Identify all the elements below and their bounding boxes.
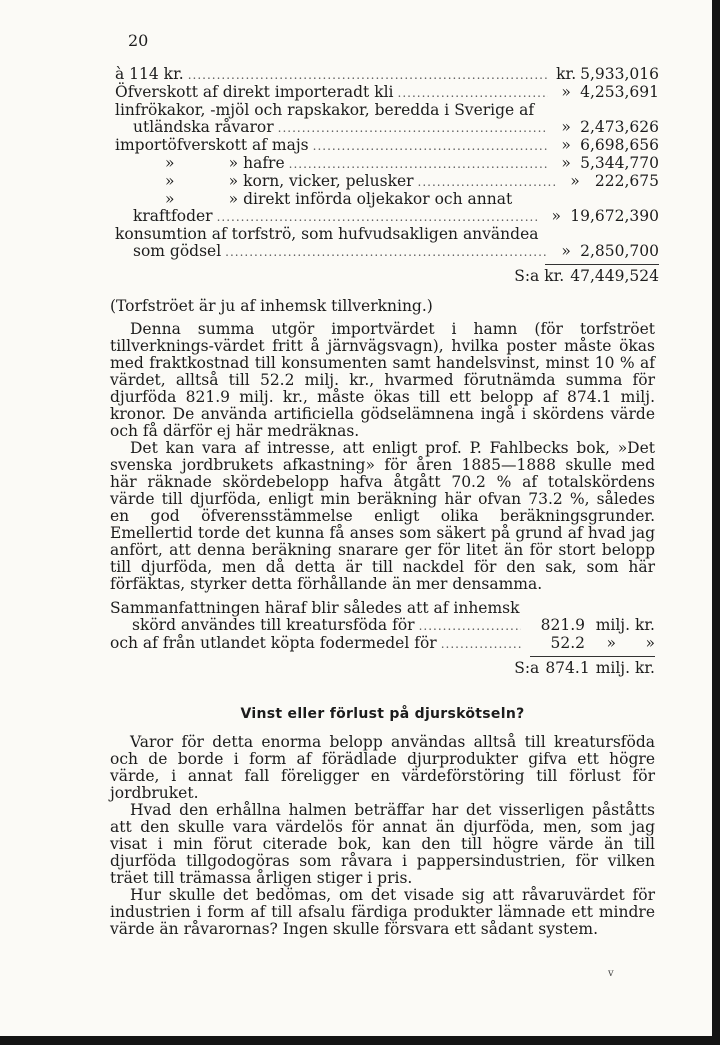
ledger-label: linfrökakor, -mjöl och rapskakor, beredda i Sverige af bbox=[115, 101, 535, 119]
ledger-row bbox=[115, 208, 659, 226]
paragraph: Det kan vara af intresse, att enligt prof. P. Fahlbecks bok, »Det svenska jordbrukets afkastning» för åren 1885—1888 skulle med här räknade skördebelopp hafva åtgått 70.2 % af totalskördens värde till djurföda, enligt min beräkning här ofvan 73.2 %, således en god öfverensstämmelse enligt olika beräkningsgrunder. Emellertid torde det kunna få anses som säkert på grund af hvad jag anfört, att denna beräkning snarare ger för litet än för stort belopp till djurföda, men då detta är till nackdel för den sak, som här förfäktas, styrker detta förhållande än mer densamma. bbox=[110, 439, 655, 593]
ledger-amount: 2,850,700 bbox=[580, 242, 659, 260]
summary-row bbox=[110, 617, 655, 635]
body-text-upper bbox=[110, 298, 655, 593]
ledger-mark: » bbox=[570, 172, 580, 190]
ledger-row bbox=[115, 173, 659, 191]
leader-dots bbox=[188, 67, 548, 84]
leader-dots bbox=[225, 244, 548, 261]
leader-dots bbox=[398, 85, 549, 102]
ledger-row bbox=[115, 66, 659, 84]
summary-label: skörd användes till kreatursföda för bbox=[132, 616, 415, 634]
ledger-mark: kr. bbox=[556, 65, 577, 83]
ledger-label: konsumtion af torfströ, som hufvudsakligen användea bbox=[115, 225, 539, 243]
ledger-row bbox=[115, 226, 659, 243]
ledger-total-amount: 47,449,524 bbox=[570, 267, 659, 285]
printer-mark: v bbox=[608, 968, 614, 979]
paragraph: Hur skulle det bedömas, om det visade sig att råvaruvärdet för industrien i form af till afsalu färdiga produkter lämnade ett mindre värde än råvarornas? Ingen skulle försvara ett sådant system. bbox=[110, 886, 655, 938]
ledger-label: kraftfoder bbox=[133, 207, 213, 225]
summary-block bbox=[110, 600, 655, 677]
paragraph: (Torfströet är ju af inhemsk tillverkning.) bbox=[110, 297, 433, 315]
ledger-total bbox=[514, 264, 659, 285]
scan-edge-right bbox=[712, 0, 720, 1045]
summary-unit: milj. kr. bbox=[595, 616, 655, 634]
leader-dots bbox=[418, 174, 557, 191]
ledger-amount: 222,675 bbox=[594, 172, 659, 190]
ledger-row bbox=[115, 84, 659, 102]
ledger-label: » » hafre bbox=[165, 154, 285, 172]
paragraph: Varor för detta enorma belopp användas alltså till kreatursföda och de borde i form af förädlade djurprodukter gifva ett högre värde, i annat fall föreligger en värdeförstöring till förlust för jordbruket. bbox=[110, 733, 655, 802]
ledger-amount: 2,473,626 bbox=[580, 118, 659, 136]
leader-dots bbox=[278, 120, 548, 137]
ledger-mark: » bbox=[561, 154, 571, 172]
ledger-label: som gödsel bbox=[133, 242, 222, 260]
summary-amount: 52.2 bbox=[550, 634, 585, 652]
ledger-label: importöfverskott af majs bbox=[115, 136, 309, 154]
paragraph: Denna summa utgör importvärdet i hamn (för torfströet tillverknings-värdet fritt å järnvägsvagn), hvilka poster måste ökas med fraktkostnad till konsumenten samt handelsvinst, minst 10 % af värdet, alltså till 52.2 milj. kr., hvarmed förutnämda summa för djurföda 821.9 milj. kr., måste ökas till ett belopp af 874.1 milj. kronor. De använda artificiella gödselämnena ingå i skördens värde och få därför ej här medräknas. bbox=[110, 320, 655, 440]
ledger-mark: » bbox=[561, 118, 571, 136]
ledger-amount: 5,933,016 bbox=[580, 65, 659, 83]
ledger-mark: » bbox=[561, 136, 571, 154]
ledger-amount: 4,253,691 bbox=[580, 83, 659, 101]
ledger-total-label: S:a kr. bbox=[514, 267, 565, 285]
ledger-amount: 5,344,770 bbox=[580, 154, 659, 172]
ledger-row bbox=[115, 155, 659, 173]
summary-label: och af från utlandet köpta fodermedel för bbox=[110, 634, 437, 652]
ledger-label: à 114 kr. bbox=[115, 65, 184, 83]
leader-dots bbox=[313, 138, 548, 155]
ledger-row bbox=[115, 102, 659, 119]
summary-intro bbox=[110, 600, 655, 617]
summary-amount: 821.9 bbox=[540, 616, 585, 634]
summary-total-unit: milj. kr. bbox=[595, 659, 655, 677]
ledger-mark: » bbox=[561, 83, 571, 101]
page-number: 20 bbox=[128, 31, 149, 50]
ledger-label: » » direkt införda oljekakor och annat bbox=[165, 190, 513, 208]
summary-total bbox=[514, 656, 655, 677]
scan-edge-bottom bbox=[0, 1036, 720, 1045]
ledger-mark: » bbox=[561, 242, 571, 260]
ledger-amount: 19,672,390 bbox=[570, 207, 659, 225]
feed-import-ledger bbox=[115, 66, 659, 285]
ledger-row bbox=[115, 119, 659, 137]
section-heading: Vinst eller förlust på djurskötseln? bbox=[240, 706, 525, 722]
leader-dots bbox=[289, 156, 548, 173]
ledger-label: Öfverskott af direkt importeradt kli bbox=[115, 83, 394, 101]
summary-total-amount: 874.1 bbox=[545, 659, 590, 677]
body-text-lower bbox=[110, 734, 655, 938]
ledger-row bbox=[115, 191, 659, 208]
ledger-mark: » bbox=[551, 207, 561, 225]
summary-row bbox=[110, 635, 655, 653]
ledger-label: » » korn, vicker, pelusker bbox=[165, 172, 414, 190]
ledger-row bbox=[115, 137, 659, 155]
leader-dots bbox=[441, 636, 521, 653]
summary-intro-text: Sammanfattningen häraf blir således att af inhemsk bbox=[110, 599, 520, 617]
ledger-row bbox=[115, 243, 659, 261]
summary-total-label: S:a bbox=[514, 659, 540, 677]
paragraph: Hvad den erhållna halmen beträffar har det visserligen påståtts att den skulle vara värdelös för annat än djurföda, men, som jag visat i min förut citerade bok, kan den till högre värde än till djurföda tillgodogöras som råvara i pappersindustrien, för vilken träet till trämassa årligen stiger i pris. bbox=[110, 801, 655, 887]
summary-unit: » » bbox=[606, 634, 655, 652]
ledger-amount: 6,698,656 bbox=[580, 136, 659, 154]
leader-dots bbox=[217, 209, 539, 226]
ledger-label: utländska råvaror bbox=[133, 118, 274, 136]
leader-dots bbox=[419, 618, 521, 635]
